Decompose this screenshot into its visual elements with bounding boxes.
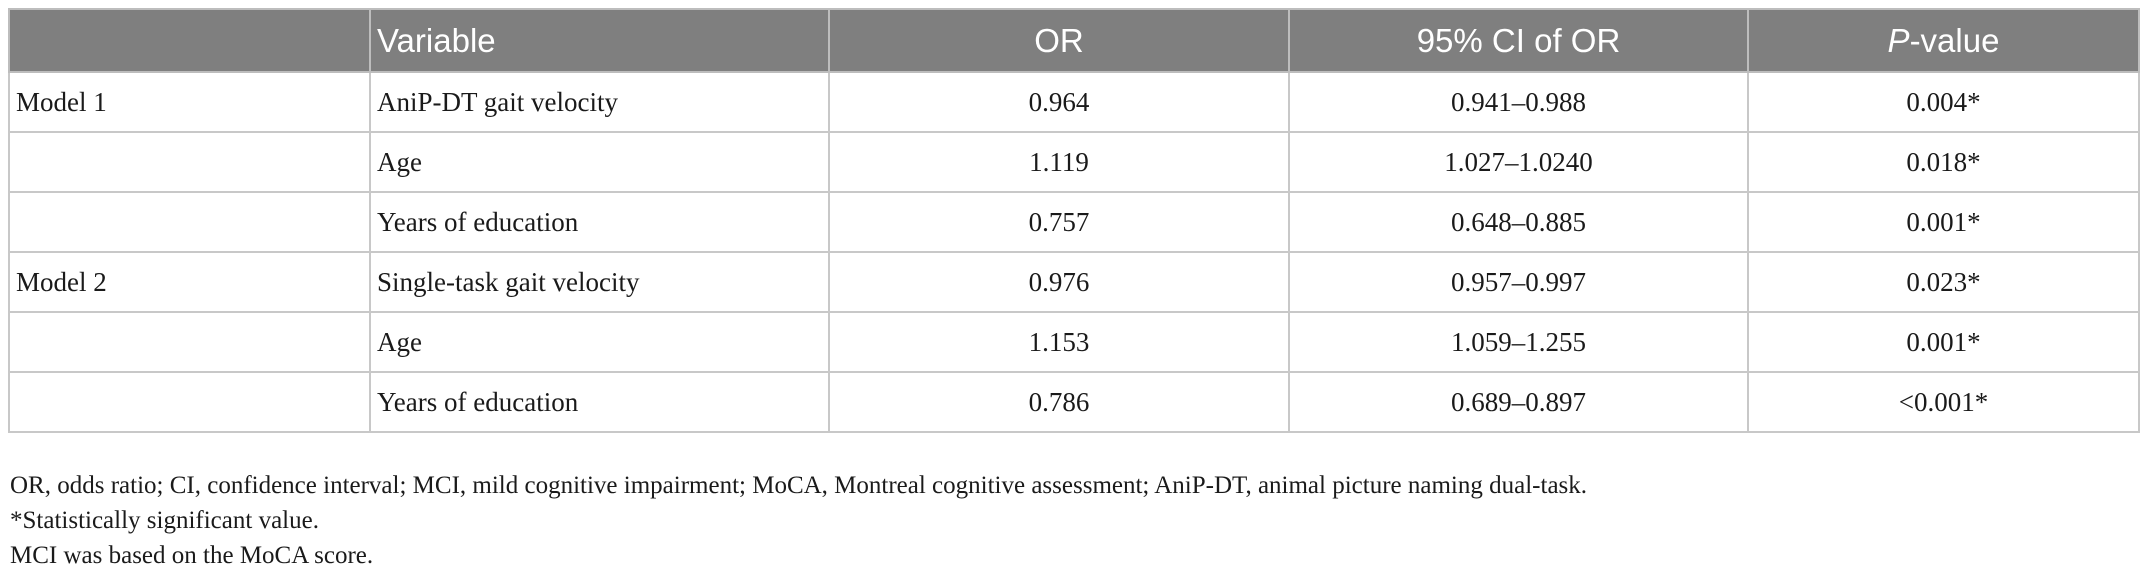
footnote-abbreviations: OR, odds ratio; CI, confidence interval; MCI, mild cognitive impairment; MoCA, Montreal cognitive assessment; AniP-DT, animal picture naming dual-task. xyxy=(10,472,1588,499)
table-row xyxy=(9,312,2139,372)
cell-or: 0.757 xyxy=(829,192,1289,252)
results-table-container xyxy=(8,8,2138,433)
cell-or: 0.786 xyxy=(829,372,1289,432)
header-or: OR xyxy=(829,9,1289,72)
cell-or: 1.119 xyxy=(829,132,1289,192)
cell-variable: AniP-DT gait velocity xyxy=(370,72,829,132)
cell-ci: 1.027–1.0240 xyxy=(1289,132,1748,192)
cell-ci: 0.648–0.885 xyxy=(1289,192,1748,252)
cell-model xyxy=(9,132,370,192)
cell-model xyxy=(9,192,370,252)
cell-or: 0.976 xyxy=(829,252,1289,312)
cell-or: 1.153 xyxy=(829,312,1289,372)
cell-p-value: <0.001* xyxy=(1748,372,2139,432)
cell-ci: 0.689–0.897 xyxy=(1289,372,1748,432)
header-ci: 95% CI of OR xyxy=(1289,9,1748,72)
table-row xyxy=(9,192,2139,252)
cell-ci: 0.941–0.988 xyxy=(1289,72,1748,132)
cell-p-value: 0.001* xyxy=(1748,192,2139,252)
cell-p-value: 0.001* xyxy=(1748,312,2139,372)
cell-model xyxy=(9,372,370,432)
header-model xyxy=(9,9,370,72)
cell-model: Model 2 xyxy=(9,252,370,312)
footnote-significance: *Statistically significant value. xyxy=(10,507,319,534)
cell-variable: Age xyxy=(370,312,829,372)
header-variable: Variable xyxy=(370,9,829,72)
cell-ci: 1.059–1.255 xyxy=(1289,312,1748,372)
cell-model: Model 1 xyxy=(9,72,370,132)
table-row xyxy=(9,252,2139,312)
logistic-regression-table xyxy=(8,8,2140,433)
header-p-italic: P xyxy=(1887,21,1910,59)
cell-variable: Single-task gait velocity xyxy=(370,252,829,312)
cell-variable: Years of education xyxy=(370,372,829,432)
cell-p-value: 0.023* xyxy=(1748,252,2139,312)
cell-ci: 0.957–0.997 xyxy=(1289,252,1748,312)
cell-p-value: 0.018* xyxy=(1748,132,2139,192)
header-p-value xyxy=(1748,9,2139,72)
table-row xyxy=(9,132,2139,192)
table-footnotes xyxy=(10,468,1587,573)
table-row xyxy=(9,372,2139,432)
table-row xyxy=(9,72,2139,132)
header-p-rest: -value xyxy=(1909,21,2000,59)
cell-p-value: 0.004* xyxy=(1748,72,2139,132)
footnote-mci-basis: MCI was based on the MoCA score. xyxy=(10,542,374,569)
cell-variable: Years of education xyxy=(370,192,829,252)
cell-variable: Age xyxy=(370,132,829,192)
cell-or: 0.964 xyxy=(829,72,1289,132)
cell-model xyxy=(9,312,370,372)
table-header-row xyxy=(9,9,2139,72)
